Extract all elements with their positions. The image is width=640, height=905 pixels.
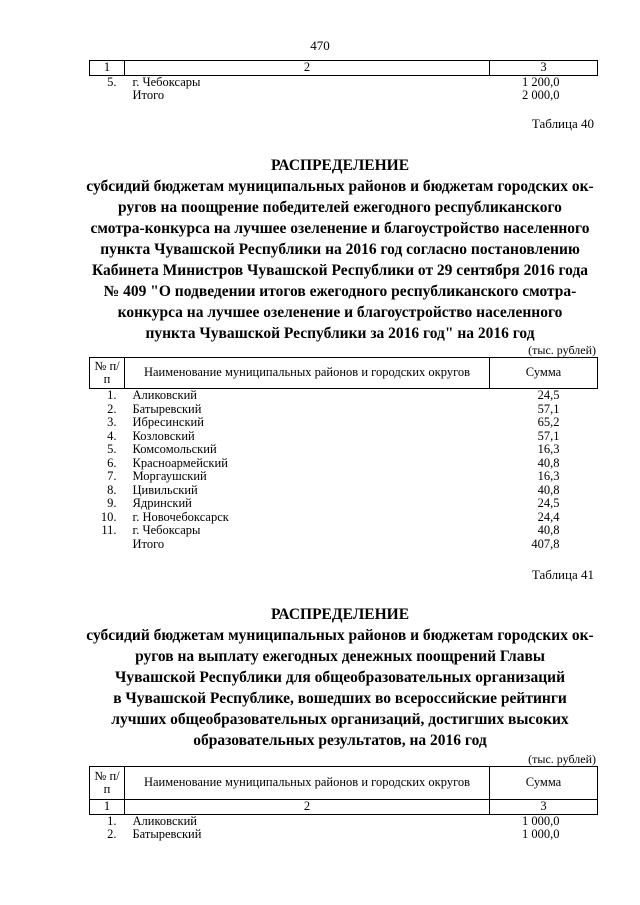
header-name: Наименование муниципальных районов и городских округов: [125, 767, 490, 800]
header-number: № п/п: [90, 358, 125, 389]
table40-units: (тыс. рублей): [528, 343, 596, 357]
row-sum: 1 000,0: [522, 813, 560, 828]
column-number: 1: [90, 800, 125, 815]
table-header-row: [90, 358, 598, 389]
row-sum: 24,5: [537, 496, 560, 510]
row-name: г. Чебоксары: [132, 523, 201, 537]
header-sum: Сумма: [490, 767, 598, 800]
header-number: № п/п: [90, 767, 125, 800]
row-number: [90, 89, 125, 103]
row-sum: 1 000,0: [522, 827, 560, 841]
row-number: 4.: [107, 428, 117, 443]
row-name: Красноармейский: [132, 455, 228, 470]
row-name: г. Новочебоксарск: [132, 509, 229, 524]
table-row: [90, 443, 598, 457]
row-name: Итого: [132, 536, 165, 551]
title-line: образовательных результатов, на 2016 год: [193, 732, 487, 749]
table40-title: [80, 155, 600, 344]
table41-label: Таблица 41: [531, 567, 594, 582]
table41: [89, 766, 598, 842]
top-continuation-table: [89, 60, 598, 103]
row-number: 6.: [107, 455, 117, 470]
row-sum: 24,4: [537, 509, 560, 524]
column-number-row: [90, 800, 598, 815]
row-sum: 24,5: [537, 388, 560, 402]
column-number: 3: [490, 61, 598, 76]
title-line: субсидий бюджетам муниципальных районов и бюджетам городских ок-: [86, 178, 594, 195]
row-sum: 407,8: [531, 536, 560, 551]
table-row: [90, 457, 598, 471]
row-sum: 40,8: [537, 455, 560, 470]
row-name: Цивильский: [132, 482, 198, 497]
table-row: [90, 416, 598, 430]
table40: [89, 357, 598, 551]
table-row: [90, 524, 598, 538]
row-sum: 40,8: [537, 482, 560, 497]
row-sum: 1 200,0: [522, 74, 560, 89]
row-name: Батыревский: [132, 827, 202, 841]
table-row: [90, 497, 598, 511]
table41-units: (тыс. рублей): [528, 752, 596, 766]
title-line: № 409 "О подведении итогов ежегодного республиканского смотра-: [103, 283, 577, 300]
table-row: [90, 75, 598, 89]
row-sum: 40,8: [537, 523, 560, 537]
title-line: в Чувашской Республике, вошедших во всероссийские рейтинги: [113, 690, 567, 707]
table-row: [90, 389, 598, 403]
row-number: 3.: [107, 415, 117, 429]
row-number: 11.: [101, 523, 117, 537]
table-row: [90, 484, 598, 498]
row-number: [90, 538, 125, 552]
title-line: Чувашской Республики для общеобразовательных организаций: [114, 669, 566, 686]
table-row: [90, 470, 598, 484]
title-line: смотра-конкурса на лучшее озеленение и благоустройство населенного: [90, 220, 590, 237]
row-name: Аликовский: [132, 388, 197, 402]
title-line: лучших общеобразовательных организаций, достигших высоких: [111, 711, 569, 728]
row-name: Козловский: [132, 428, 195, 443]
table-row-total: [90, 538, 598, 552]
row-number: 10.: [100, 509, 117, 524]
title-line: пункта Чувашской Республики за 2016 год" на 2016 год: [145, 325, 535, 342]
row-name: Итого: [132, 88, 165, 102]
table-header-row: [90, 767, 598, 800]
column-number: 2: [125, 800, 490, 815]
row-number: 5.: [107, 442, 117, 456]
row-name: Ядринский: [132, 496, 192, 510]
page-number: 470: [310, 38, 330, 53]
row-sum: 57,1: [537, 428, 560, 443]
column-number-row: [90, 61, 598, 76]
row-sum: 65,2: [537, 415, 560, 429]
column-number: 1: [90, 61, 125, 76]
table-row: [90, 814, 598, 828]
row-name: Аликовский: [132, 813, 197, 828]
row-number: 1.: [107, 813, 117, 828]
row-sum: 16,3: [537, 469, 560, 483]
row-name: Моргаушский: [132, 469, 207, 483]
title-line: пункта Чувашской Республики на 2016 год согласно постановлению: [100, 241, 580, 258]
row-name: Комсомольский: [132, 442, 217, 456]
row-name: Батыревский: [132, 401, 202, 416]
row-number: 2.: [107, 827, 117, 841]
title-line: РАСПРЕДЕЛЕНИЕ: [270, 606, 410, 623]
row-sum: 57,1: [537, 401, 560, 416]
table-row: [90, 828, 598, 842]
table-row-total: [90, 89, 598, 103]
row-number: 8.: [107, 482, 117, 497]
table-row: [90, 430, 598, 444]
row-sum: 2 000,0: [522, 88, 560, 102]
row-name: Ибресинский: [132, 415, 204, 429]
table-row: [90, 403, 598, 417]
column-number: 2: [125, 61, 490, 76]
header-sum: Сумма: [490, 358, 598, 389]
title-line: ругов на выплату ежегодных денежных поощрений Главы: [135, 648, 545, 665]
column-number: 3: [490, 800, 598, 815]
title-line: ругов на поощрение победителей ежегодного республиканского: [118, 199, 562, 216]
header-name: Наименование муниципальных районов и городских округов: [125, 358, 490, 389]
table40-label: Таблица 40: [531, 116, 594, 131]
row-number: 1.: [107, 388, 117, 402]
title-line: конкурса на лучшее озеленение и благоустройство населенного: [117, 304, 563, 321]
title-line: Кабинета Министров Чувашской Республики от 29 сентября 2016 года: [91, 262, 589, 279]
row-name: г. Чебоксары: [132, 74, 201, 89]
title-line: субсидий бюджетам муниципальных районов и бюджетам городских ок-: [86, 627, 594, 644]
row-number: 7.: [107, 469, 117, 483]
row-number: 9.: [107, 496, 117, 510]
row-number: 5.: [107, 74, 117, 89]
row-number: 2.: [107, 401, 117, 416]
table-row: [90, 511, 598, 525]
row-sum: 16,3: [537, 442, 560, 456]
title-line: РАСПРЕДЕЛЕНИЕ: [270, 157, 410, 174]
table41-title: [80, 604, 600, 751]
